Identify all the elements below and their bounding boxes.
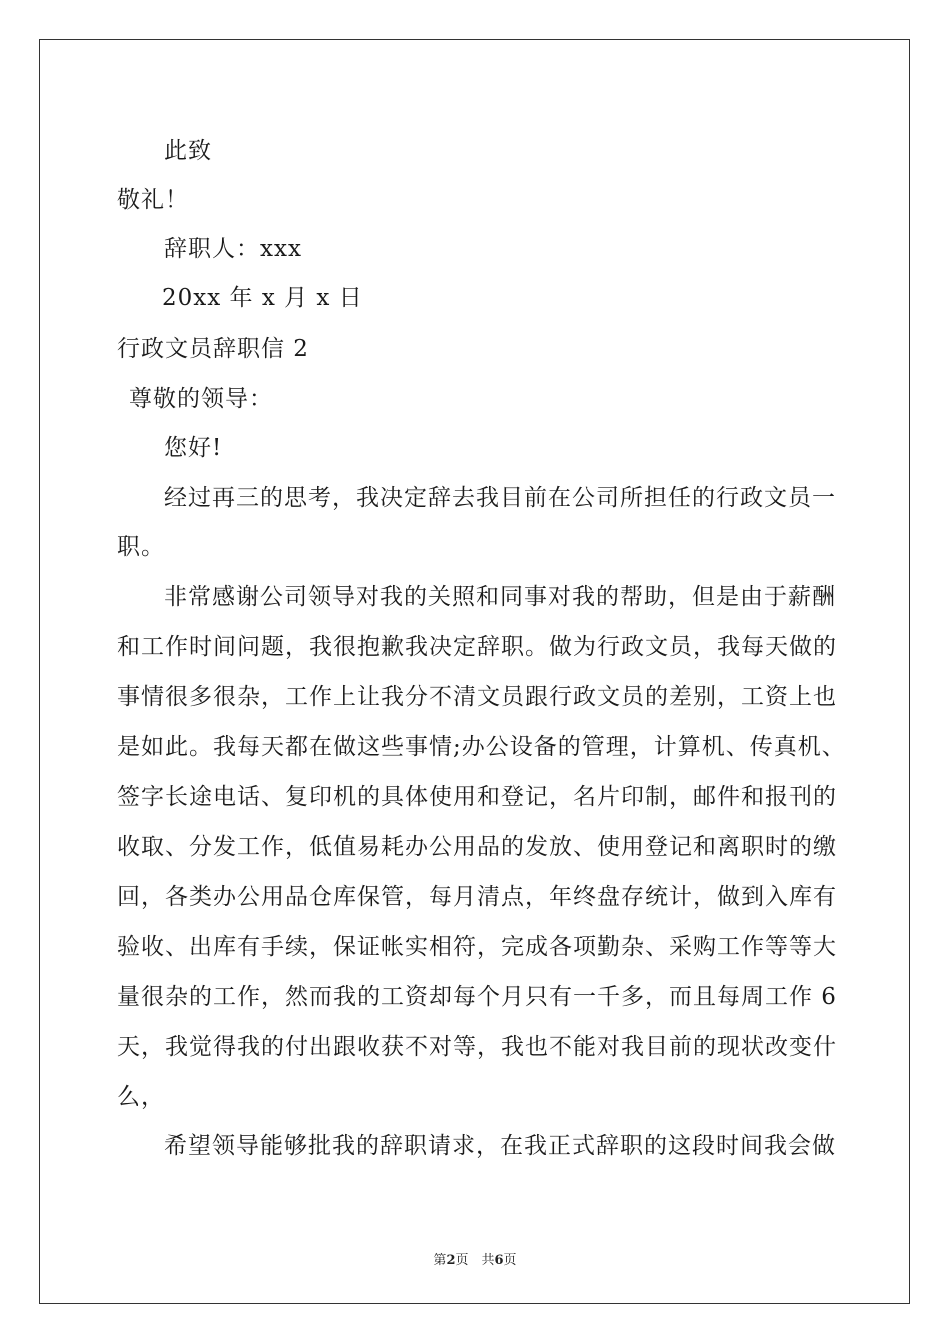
paragraph-1-line: 经过再三的思考，我决定辞去我目前在公司所担任的行政文员一 bbox=[164, 485, 836, 511]
paragraph-2-line: 和工作时间问题，我很抱歉我决定辞职。做为行政文员，我每天做的 bbox=[117, 634, 837, 660]
greeting-line: 尊敬的领导： bbox=[129, 386, 273, 412]
paragraph-2-line: 么， bbox=[117, 1084, 165, 1110]
paragraph-2-line: 回，各类办公用品仓库保管，每月清点，年终盘存统计，做到入库有 bbox=[117, 884, 837, 910]
page-footer bbox=[0, 1249, 950, 1268]
paragraph-2-line: 天，我觉得我的付出跟收获不对等，我也不能对我目前的现状改变什 bbox=[117, 1034, 837, 1060]
signer-line: 辞职人：xxx bbox=[164, 236, 302, 262]
footer-page-total: 6 bbox=[494, 1253, 504, 1268]
paragraph-3-line: 希望领导能够批我的辞职请求，在我正式辞职的这段时间我会做 bbox=[164, 1133, 836, 1159]
paragraph-2-line: 签字长途电话、复印机的具体使用和登记，名片印制，邮件和报刊的 bbox=[117, 784, 837, 810]
paragraph-1-line: 职。 bbox=[117, 534, 165, 560]
footer-page-prefix: 第 bbox=[433, 1253, 447, 1268]
footer-page-suffix: 页 bbox=[503, 1253, 517, 1268]
paragraph-2-line: 是如此。我每天都在做这些事情;办公设备的管理，计算机、传真机、 bbox=[117, 734, 846, 760]
paragraph-2-line: 量很杂的工作，然而我的工资却每个月只有一千多，而且每周工作 6 bbox=[117, 984, 837, 1010]
date-line: 20xx 年 x 月 x 日 bbox=[162, 285, 363, 311]
salute-line: 敬礼！ bbox=[117, 187, 189, 213]
paragraph-2-line: 非常感谢公司领导对我的关照和同事对我的帮助，但是由于薪酬 bbox=[164, 584, 836, 610]
footer-page-current: 2 bbox=[446, 1253, 456, 1268]
paragraph-2-line: 验收、出库有手续，保证帐实相符，完成各项勤杂、采购工作等等大 bbox=[117, 934, 837, 960]
paragraph-2-line: 事情很多很杂，工作上让我分不清文员跟行政文员的差别，工资上也 bbox=[117, 684, 837, 710]
hello-line: 您好! bbox=[164, 435, 223, 461]
closing-line: 此致 bbox=[164, 138, 212, 164]
paragraph-2-line: 收取、分发工作，低值易耗办公用品的发放、使用登记和离职时的缴 bbox=[117, 834, 837, 860]
footer-page-mid: 页 共 bbox=[455, 1253, 495, 1268]
section-title: 行政文员辞职信 2 bbox=[117, 336, 309, 362]
page-border bbox=[39, 39, 910, 1304]
